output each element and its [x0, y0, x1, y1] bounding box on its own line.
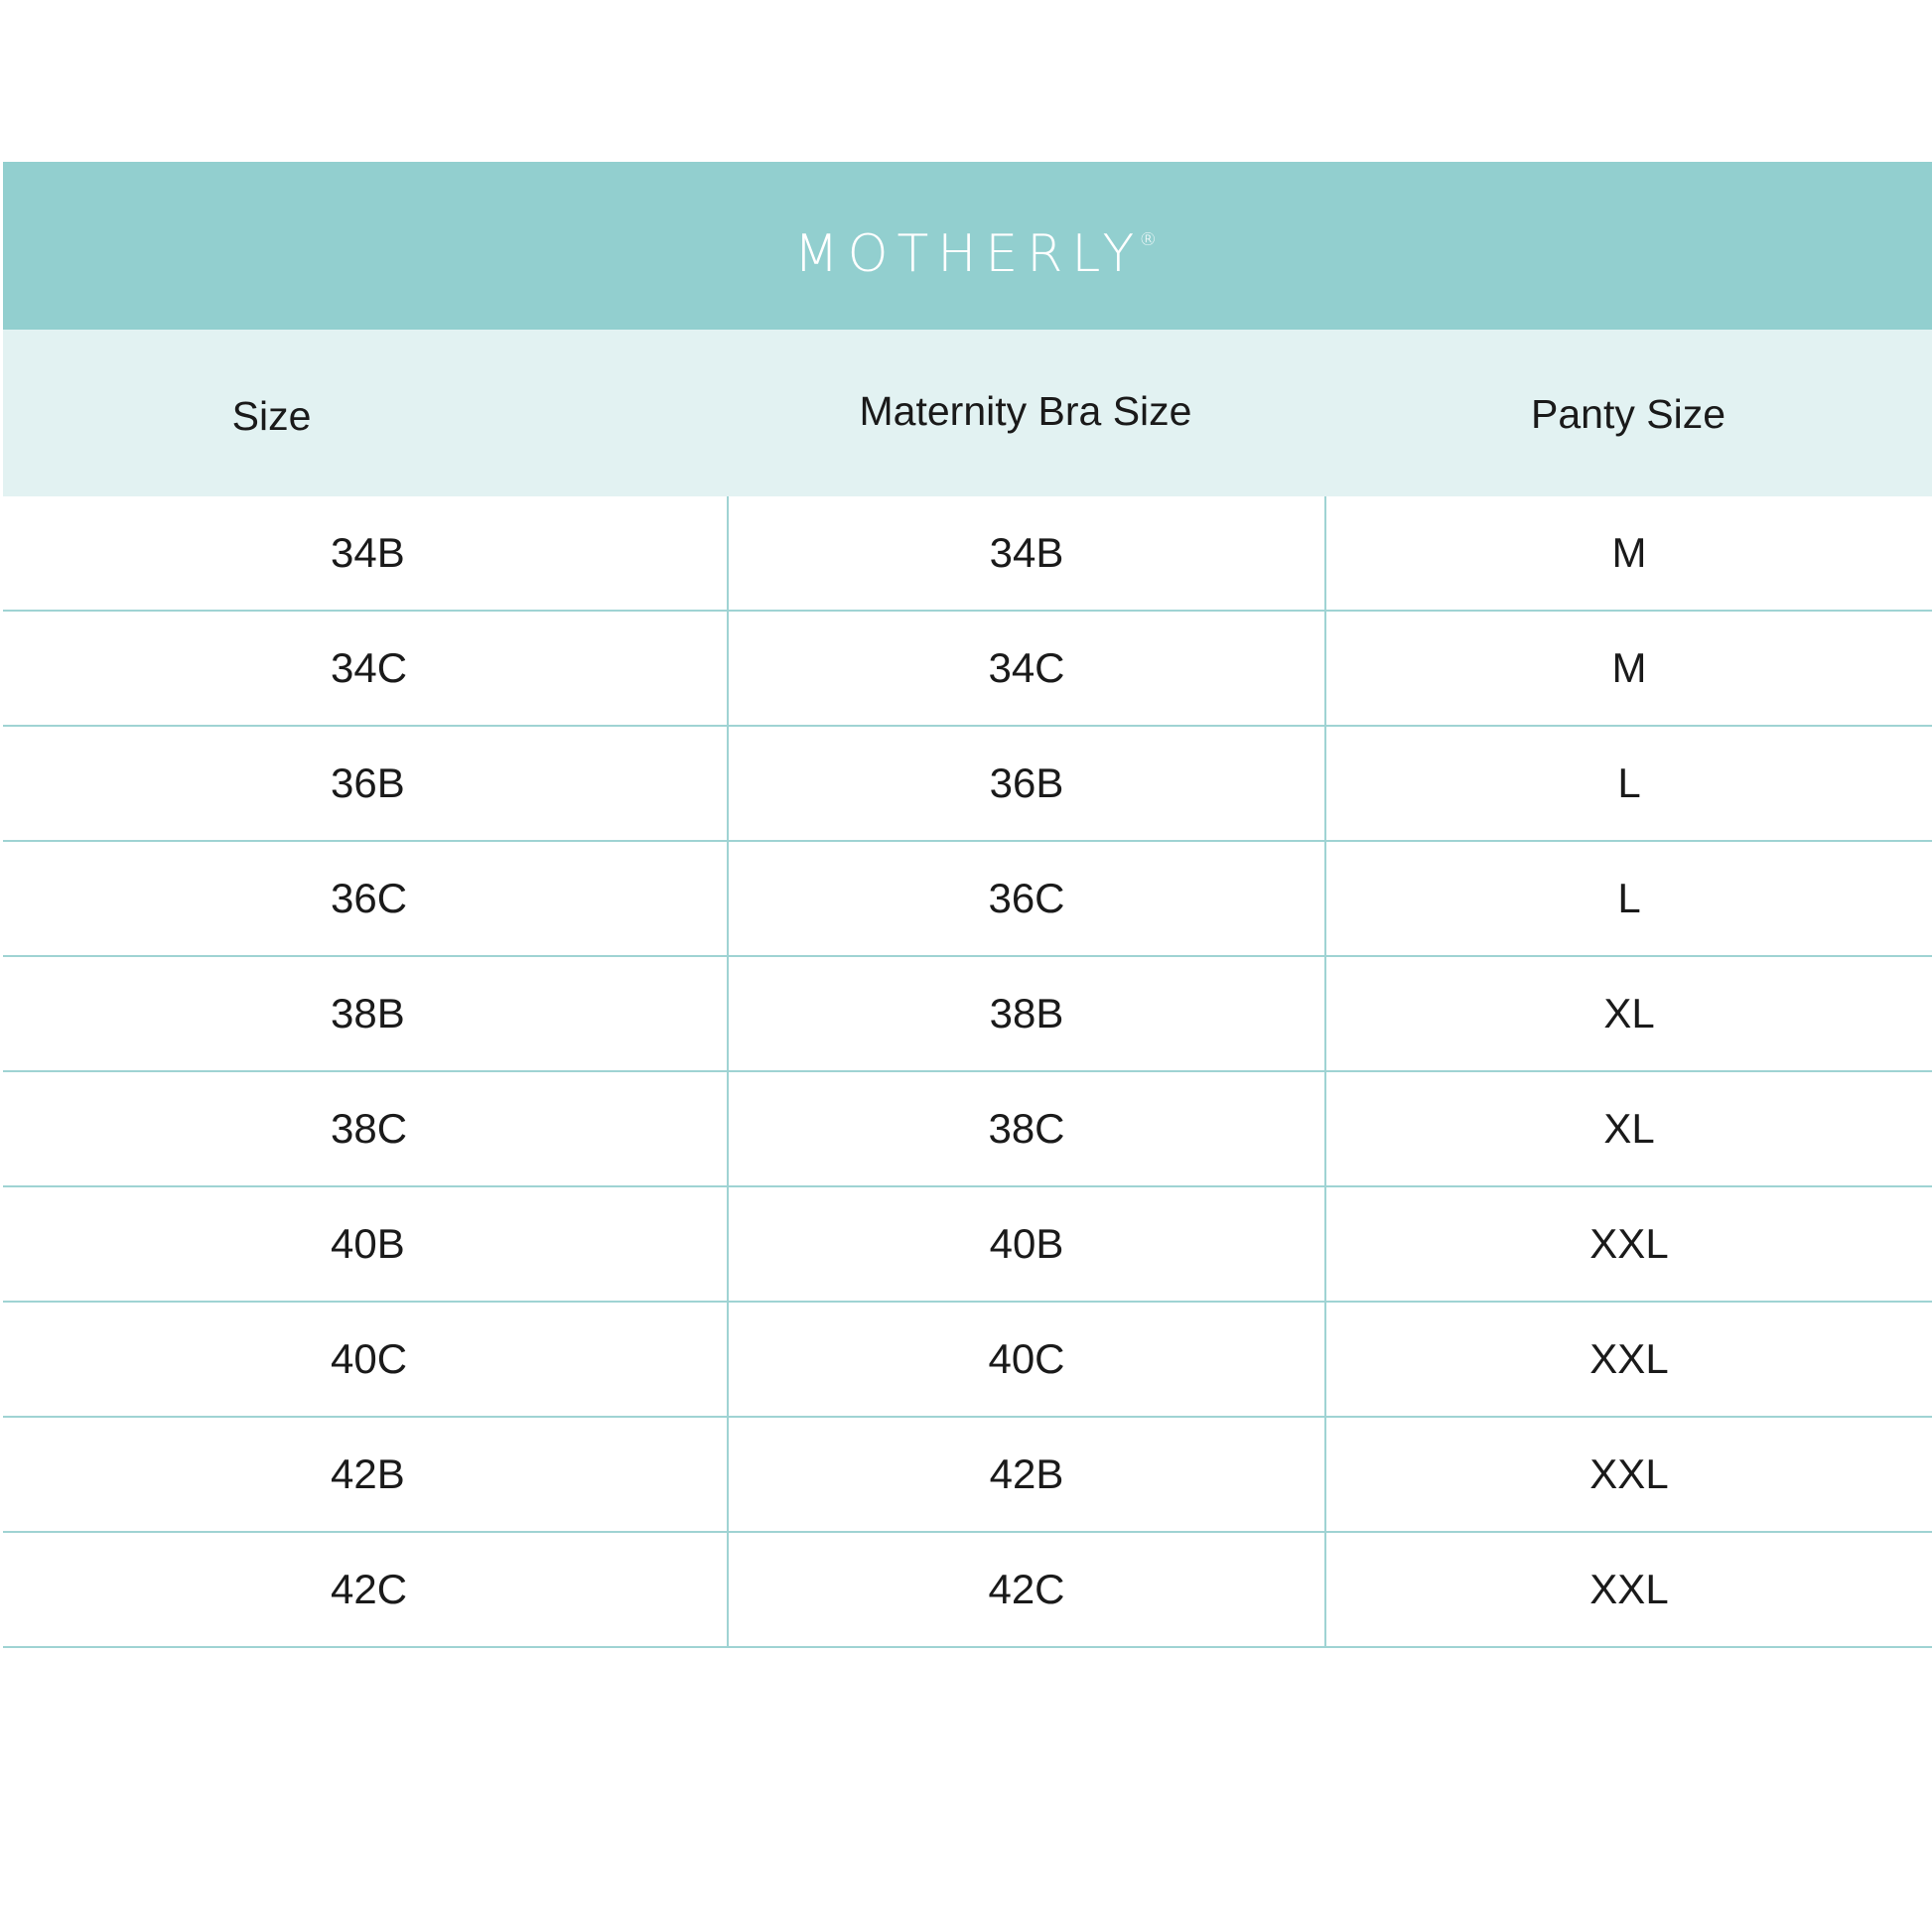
size-cell: 42C — [3, 1533, 727, 1648]
size-cell: 34B — [3, 496, 727, 612]
brand-name: MOTHERLY — [793, 223, 1144, 284]
size-cell: 40B — [3, 1187, 727, 1303]
panty-size-cell: XXL — [1324, 1187, 1932, 1303]
size-cell: 40C — [3, 1303, 727, 1418]
column-header-size: Size — [231, 392, 312, 439]
panty-size-cell: XL — [1324, 957, 1932, 1072]
bra-size-cell: 42C — [727, 1533, 1324, 1648]
size-cell: 38C — [3, 1072, 727, 1187]
bra-size-cell: 38C — [727, 1072, 1324, 1187]
column-header-maternity-bra-size: Maternity Bra Size — [859, 387, 1192, 434]
column-header-panty-size: Panty Size — [1531, 390, 1725, 437]
size-cell: 42B — [3, 1418, 727, 1533]
bra-size-cell: 36C — [727, 842, 1324, 957]
panty-size-cell: XXL — [1324, 1418, 1932, 1533]
panty-size-cell: XL — [1324, 1072, 1932, 1187]
size-cell: 34C — [3, 612, 727, 727]
panty-size-cell: L — [1324, 842, 1932, 957]
size-chart — [3, 162, 1932, 1648]
size-cell: 38B — [3, 957, 727, 1072]
bra-size-cell: 38B — [727, 957, 1324, 1072]
panty-size-cell: L — [1324, 727, 1932, 842]
panty-size-cell: XXL — [1324, 1303, 1932, 1418]
brand-banner — [3, 162, 1932, 330]
bra-size-cell: 40B — [727, 1187, 1324, 1303]
size-cell: 36B — [3, 727, 727, 842]
registered-mark: ® — [1139, 228, 1158, 250]
size-cell: 36C — [3, 842, 727, 957]
panty-size-cell: M — [1324, 496, 1932, 612]
bra-size-cell: 36B — [727, 727, 1324, 842]
bra-size-cell: 34C — [727, 612, 1324, 727]
panty-size-cell: XXL — [1324, 1533, 1932, 1648]
brand-logo — [794, 224, 1161, 284]
bra-size-cell: 40C — [727, 1303, 1324, 1418]
bra-size-cell: 42B — [727, 1418, 1324, 1533]
table-header — [3, 330, 1932, 496]
size-table — [3, 496, 1932, 1648]
panty-size-cell: M — [1324, 612, 1932, 727]
bra-size-cell: 34B — [727, 496, 1324, 612]
